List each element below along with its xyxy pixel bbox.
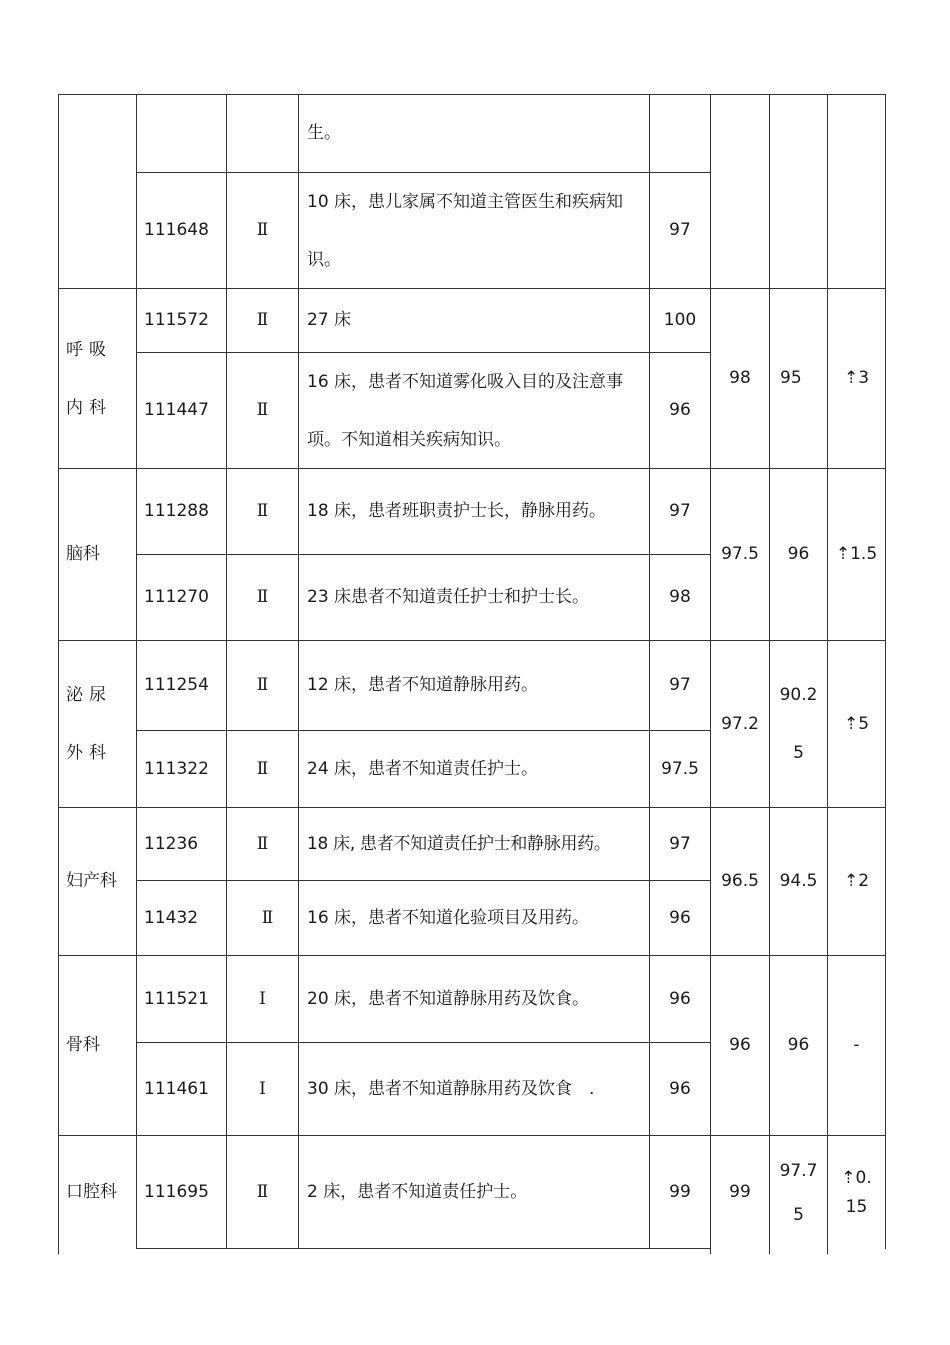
- change-value: ⇡1.5: [835, 544, 878, 564]
- patient-id: 111461: [144, 1078, 209, 1099]
- id-cell: [137, 731, 226, 807]
- note-cell: [299, 353, 649, 468]
- change-cell: [828, 956, 885, 1135]
- id-cell: [137, 808, 226, 880]
- prev-cell: [770, 641, 827, 807]
- score-value: 97: [669, 833, 691, 854]
- score-cell: [650, 1136, 710, 1249]
- score-cell: [650, 641, 710, 730]
- prev-cell: [770, 469, 827, 640]
- note-cell: [299, 173, 649, 288]
- note-text: 24 床，患者不知道责任护士。: [307, 758, 539, 779]
- note-cell: [299, 1043, 649, 1135]
- avg-cell: [711, 289, 769, 468]
- patient-id: 111521: [144, 988, 209, 1009]
- care-grade: Ⅰ: [259, 988, 266, 1009]
- prev-cell: [770, 956, 827, 1135]
- avg-score: 96.5: [721, 871, 759, 891]
- score-value: 96: [669, 400, 691, 420]
- assessment-table: [58, 94, 886, 1249]
- id-cell: [137, 1136, 226, 1249]
- dept-name: 泌尿外科: [66, 685, 112, 763]
- score-cell: [650, 881, 710, 955]
- note-text: 16 床，患者不知道化验项目及用药。: [307, 907, 590, 928]
- grade-cell: [227, 1136, 298, 1249]
- prev-score: 90.25: [779, 685, 818, 763]
- dept-name: 口腔科: [66, 1182, 117, 1202]
- note-text: 12 床，患者不知道静脉用药。: [307, 675, 539, 695]
- score-value: 97: [669, 501, 691, 521]
- dept-cell: [59, 956, 136, 1135]
- score-value: 99: [669, 1182, 691, 1202]
- prev-cell: [770, 289, 827, 468]
- score-value: 97: [669, 220, 691, 240]
- score-cell: [650, 555, 710, 640]
- change-cell: [828, 1136, 885, 1249]
- id-cell: [137, 881, 226, 955]
- care-grade: Ⅱ: [256, 587, 269, 607]
- score-value: 96: [669, 988, 691, 1009]
- care-grade: Ⅱ: [256, 758, 269, 779]
- change-value: -: [853, 1035, 860, 1055]
- patient-id: 111270: [144, 587, 209, 607]
- patient-id: 111447: [144, 400, 209, 420]
- score-cell: [650, 1043, 710, 1135]
- note-text: 16 床，患者不知道雾化吸入目的及注意事项。不知道相关疾病知识。: [307, 371, 624, 450]
- grade-cell: [227, 956, 298, 1042]
- care-grade: Ⅱ: [256, 675, 269, 695]
- note-text: 2 床，患者不知道责任护士。: [307, 1182, 528, 1202]
- care-grade: Ⅱ: [256, 400, 269, 420]
- patient-id: 111695: [144, 1182, 209, 1202]
- grade-cell: [227, 1043, 298, 1135]
- score-value: 97.5: [661, 758, 699, 779]
- prev-score: 96: [787, 544, 810, 564]
- change-cell: [828, 808, 885, 955]
- note-text: 23 床患者不知道责任护士和护士长。: [307, 587, 590, 607]
- note-cell: [299, 94, 649, 172]
- score-value: 97: [669, 675, 691, 695]
- patient-id: 111648: [144, 220, 209, 240]
- prev-score: 96: [787, 1035, 810, 1055]
- note-text: 27 床: [307, 310, 352, 330]
- patient-id: 111254: [144, 675, 209, 695]
- prev-score: 94.5: [779, 871, 818, 891]
- id-cell: [137, 289, 226, 352]
- patient-id: 111572: [144, 310, 209, 330]
- score-value: 98: [669, 587, 691, 607]
- note-cell: [299, 956, 649, 1042]
- dept-name: 妇产科: [66, 871, 117, 891]
- note-cell: [299, 289, 649, 352]
- care-grade: Ⅱ: [256, 310, 269, 330]
- id-cell: [137, 555, 226, 640]
- change-value: ⇡3: [843, 368, 870, 388]
- id-cell: [137, 956, 226, 1042]
- avg-cell: [711, 469, 769, 640]
- dept-name: 脑科: [66, 544, 100, 564]
- patient-id: 11432: [144, 907, 199, 928]
- score-cell: [650, 173, 710, 288]
- grade-cell: [227, 881, 298, 955]
- grade-cell: [227, 173, 298, 288]
- score-cell: [650, 289, 710, 352]
- prev-score: 95: [780, 368, 802, 388]
- patient-id: 111288: [144, 501, 209, 521]
- grade-cell: [227, 289, 298, 352]
- grade-cell: [227, 731, 298, 807]
- avg-score: 97.2: [721, 713, 759, 734]
- note-text: 生。: [307, 122, 341, 143]
- score-cell: [650, 731, 710, 807]
- care-grade: Ⅱ: [256, 1182, 269, 1202]
- patient-id: 11236: [144, 833, 199, 854]
- change-cell: [828, 469, 885, 640]
- score-cell: [650, 956, 710, 1042]
- change-cell: [828, 289, 885, 468]
- score-value: 96: [669, 907, 691, 928]
- score-cell: [650, 353, 710, 468]
- care-grade: Ⅱ: [256, 501, 269, 521]
- id-cell: [137, 173, 226, 288]
- avg-cell: [711, 1136, 769, 1249]
- note-text: 18 床，患者班职责护士长，静脉用药。: [307, 501, 607, 521]
- dept-cell: [59, 289, 136, 468]
- patient-id: 111322: [144, 758, 209, 779]
- care-grade: Ⅱ: [261, 907, 274, 928]
- prev-cell: [770, 808, 827, 955]
- dept-cell: [59, 808, 136, 955]
- prev-score: 97.75: [779, 1160, 818, 1225]
- grade-cell: [227, 353, 298, 468]
- id-cell: [137, 353, 226, 468]
- score-value: 100: [663, 310, 697, 330]
- score-cell: [650, 469, 710, 554]
- dept-cell: [59, 641, 136, 807]
- dept-name: 骨科: [66, 1035, 100, 1055]
- avg-cell: [711, 808, 769, 955]
- change-value: ⇡5: [843, 713, 870, 734]
- avg-cell: [711, 956, 769, 1135]
- change-value: ⇡2: [843, 871, 870, 891]
- care-grade: Ⅱ: [256, 833, 269, 854]
- id-cell: [137, 469, 226, 554]
- id-cell: [137, 641, 226, 730]
- score-cell: [650, 808, 710, 880]
- prev-cell: [770, 1136, 827, 1249]
- avg-score: 98: [729, 368, 751, 388]
- change-cell: [828, 641, 885, 807]
- note-text: 20 床，患者不知道静脉用药及饮食。: [307, 988, 590, 1009]
- change-value: ⇡0.15: [841, 1167, 872, 1217]
- note-cell: [299, 469, 649, 554]
- grade-cell: [227, 808, 298, 880]
- dept-cell: [59, 469, 136, 640]
- note-text: 30 床，患者不知道静脉用药及饮食 .: [307, 1078, 595, 1099]
- grade-cell: [227, 469, 298, 554]
- note-cell: [299, 555, 649, 640]
- avg-score: 99: [729, 1182, 751, 1202]
- avg-score: 97.5: [721, 544, 759, 564]
- care-grade: Ⅱ: [256, 220, 269, 240]
- care-grade: Ⅰ: [259, 1078, 266, 1099]
- note-cell: [299, 881, 649, 955]
- grade-cell: [227, 555, 298, 640]
- note-cell: [299, 808, 649, 880]
- dept-cell: [59, 1136, 136, 1249]
- dept-name: 呼吸内科: [66, 339, 112, 418]
- note-cell: [299, 1136, 649, 1249]
- grade-cell: [227, 641, 298, 730]
- avg-cell: [711, 641, 769, 807]
- id-cell: [137, 1043, 226, 1135]
- note-text: 10 床，患儿家属不知道主管医生和疾病知识。: [307, 191, 624, 270]
- note-cell: [299, 641, 649, 730]
- avg-score: 96: [729, 1035, 751, 1055]
- score-value: 96: [669, 1078, 691, 1099]
- note-cell: [299, 731, 649, 807]
- note-text: 18 床, 患者不知道责任护士和静脉用药。: [307, 833, 611, 854]
